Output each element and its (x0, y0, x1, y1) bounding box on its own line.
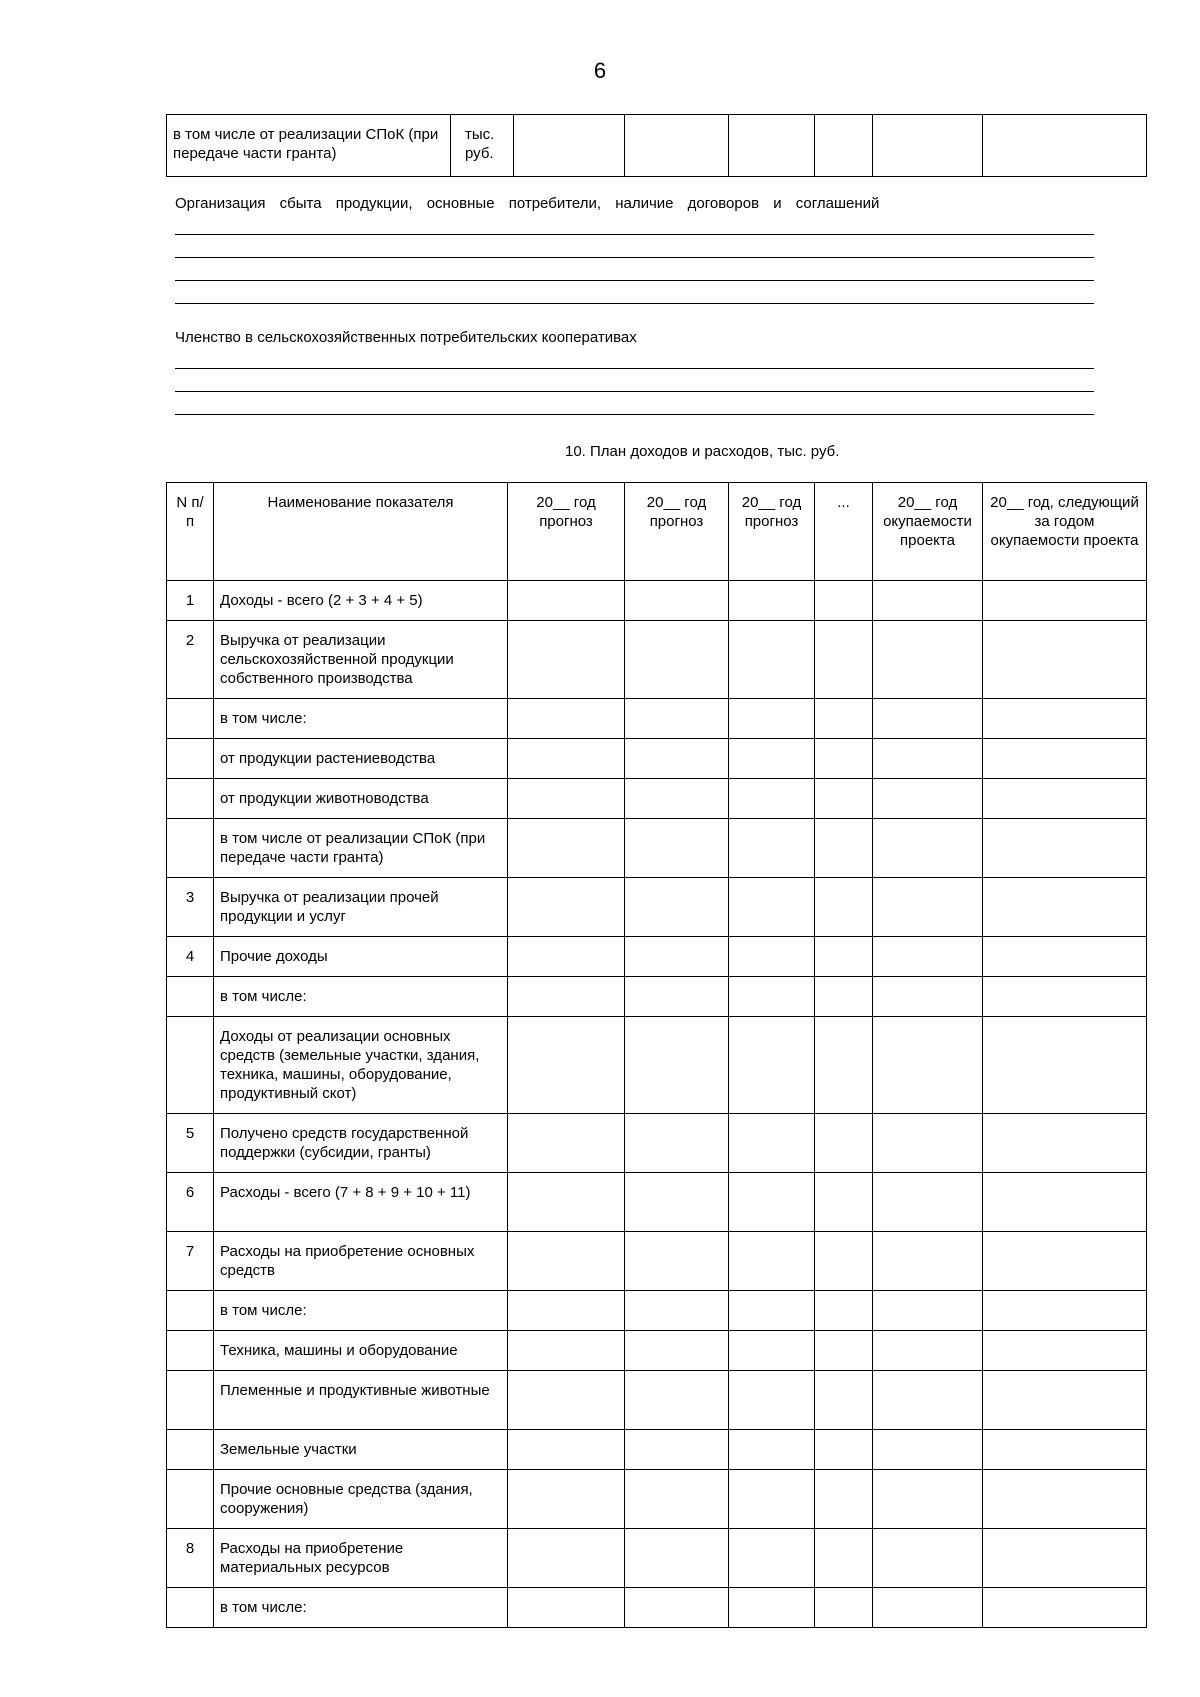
value-cell[interactable] (729, 1470, 815, 1529)
value-cell[interactable] (625, 1371, 729, 1430)
value-cell[interactable] (873, 1371, 983, 1430)
value-cell[interactable] (729, 1588, 815, 1628)
value-cell[interactable] (625, 1291, 729, 1331)
row-number-cell: 5 (167, 1114, 214, 1173)
value-cell[interactable] (873, 1470, 983, 1529)
value-cell[interactable] (729, 739, 815, 779)
table-row (167, 699, 1147, 739)
value-cell[interactable] (508, 621, 625, 699)
value-cell[interactable] (508, 1529, 625, 1588)
row-name-cell: Выручка от реализации сельскохозяйственной продукции собственного производства (214, 621, 508, 699)
row-name-cell: в том числе: (214, 1291, 508, 1331)
table-row (167, 1588, 1147, 1628)
value-cell[interactable] (625, 878, 729, 937)
row-name-cell: от продукции растениеводства (214, 739, 508, 779)
value-cell[interactable] (625, 1114, 729, 1173)
row-number-cell: 1 (167, 581, 214, 621)
value-cell[interactable] (625, 621, 729, 699)
table-row (167, 581, 1147, 621)
row-number-cell: 8 (167, 1529, 214, 1588)
page-number: 6 (593, 58, 607, 83)
value-cell[interactable] (815, 1114, 873, 1173)
value-cell[interactable] (873, 1430, 983, 1470)
value-cell[interactable] (625, 581, 729, 621)
row-number-cell (167, 977, 214, 1017)
row-name-cell: Выручка от реализации прочей продукции и услуг (214, 878, 508, 937)
row-name-cell: Доходы - всего (2 + 3 + 4 + 5) (214, 581, 508, 621)
value-cell[interactable] (625, 937, 729, 977)
value-cell[interactable] (983, 977, 1147, 1017)
value-cell[interactable] (508, 739, 625, 779)
value-cell[interactable] (815, 1588, 873, 1628)
value-cell[interactable] (729, 977, 815, 1017)
value-cell[interactable] (729, 779, 815, 819)
row-number-cell (167, 1470, 214, 1529)
top-continuation-table (166, 114, 1147, 177)
value-cell[interactable] (508, 1430, 625, 1470)
value-cell[interactable] (815, 739, 873, 779)
row-name-cell: Прочие доходы (214, 937, 508, 977)
value-cell[interactable] (508, 699, 625, 739)
table-row (167, 621, 1147, 699)
fill-in-line[interactable] (175, 414, 1094, 415)
value-cell[interactable] (625, 1529, 729, 1588)
value-cell[interactable] (815, 1017, 873, 1114)
value-cell[interactable] (983, 1291, 1147, 1331)
value-cell[interactable] (815, 1331, 873, 1371)
table-row (167, 1291, 1147, 1331)
fill-in-line[interactable] (175, 303, 1094, 304)
value-cell[interactable] (729, 1529, 815, 1588)
row-unit-cell: тыс. руб. (451, 115, 514, 177)
value-cell[interactable] (983, 878, 1147, 937)
row-name-cell: в том числе: (214, 977, 508, 1017)
value-cell[interactable] (983, 699, 1147, 739)
value-cell[interactable] (625, 1173, 729, 1232)
value-cell[interactable] (625, 779, 729, 819)
table-row (167, 1232, 1147, 1291)
value-cell[interactable] (815, 779, 873, 819)
table-row (167, 115, 1147, 177)
row-number-cell (167, 1331, 214, 1371)
value-cell[interactable] (983, 819, 1147, 878)
value-cell[interactable] (508, 819, 625, 878)
value-cell[interactable] (815, 1232, 873, 1291)
value-cell[interactable] (625, 1588, 729, 1628)
value-cell[interactable] (729, 819, 815, 878)
value-cell[interactable] (983, 739, 1147, 779)
row-name-cell: Расходы - всего (7 + 8 + 9 + 10 + 11) (214, 1173, 508, 1232)
cooperative-membership-label: Членство в сельскохозяйственных потребительских кооперативах (175, 329, 637, 346)
value-cell[interactable] (983, 1430, 1147, 1470)
sales-organization-label: Организация сбыта продукции, основные потребители, наличие договоров и соглашений (175, 195, 880, 212)
value-cell[interactable] (873, 1017, 983, 1114)
header-year-1: 20__ год прогноз (508, 483, 625, 581)
value-cell[interactable] (815, 115, 873, 177)
table-row (167, 1114, 1147, 1173)
value-cell[interactable] (729, 1331, 815, 1371)
value-cell[interactable] (729, 115, 815, 177)
value-cell[interactable] (873, 977, 983, 1017)
header-year-2: 20__ год прогноз (625, 483, 729, 581)
value-cell[interactable] (625, 739, 729, 779)
value-cell[interactable] (729, 937, 815, 977)
value-cell[interactable] (873, 1114, 983, 1173)
value-cell[interactable] (508, 1017, 625, 1114)
value-cell[interactable] (873, 1173, 983, 1232)
value-cell[interactable] (873, 1529, 983, 1588)
row-name-cell: Прочие основные средства (здания, сооружения) (214, 1470, 508, 1529)
value-cell[interactable] (729, 1430, 815, 1470)
table-row (167, 1173, 1147, 1232)
row-number-cell (167, 779, 214, 819)
value-cell[interactable] (873, 779, 983, 819)
value-cell[interactable] (983, 1331, 1147, 1371)
value-cell[interactable] (873, 1232, 983, 1291)
header-row (167, 483, 1147, 581)
value-cell[interactable] (508, 1291, 625, 1331)
fill-in-line[interactable] (175, 280, 1094, 281)
row-name-cell: в том числе: (214, 699, 508, 739)
row-number-cell: 7 (167, 1232, 214, 1291)
value-cell[interactable] (983, 1017, 1147, 1114)
value-cell[interactable] (625, 115, 729, 177)
table-row (167, 819, 1147, 878)
row-name-cell: Расходы на приобретение основных средств (214, 1232, 508, 1291)
fill-in-line[interactable] (175, 257, 1094, 258)
value-cell[interactable] (815, 699, 873, 739)
table-row (167, 1331, 1147, 1371)
value-cell[interactable] (625, 1470, 729, 1529)
value-cell[interactable] (729, 581, 815, 621)
value-cell[interactable] (729, 1291, 815, 1331)
header-year-3: 20__ год прогноз (729, 483, 815, 581)
value-cell[interactable] (508, 977, 625, 1017)
value-cell[interactable] (625, 1430, 729, 1470)
row-name-cell: Техника, машины и оборудование (214, 1331, 508, 1371)
fill-in-line[interactable] (175, 368, 1094, 369)
value-cell[interactable] (873, 819, 983, 878)
value-cell[interactable] (729, 1017, 815, 1114)
row-name-cell: Получено средств государственной поддержки (субсидии, гранты) (214, 1114, 508, 1173)
row-number-cell (167, 1588, 214, 1628)
table-row (167, 937, 1147, 977)
value-cell[interactable] (625, 1017, 729, 1114)
row-number-cell (167, 1430, 214, 1470)
value-cell[interactable] (983, 581, 1147, 621)
table-row (167, 878, 1147, 937)
row-number-cell (167, 739, 214, 779)
table-row (167, 1430, 1147, 1470)
value-cell[interactable] (873, 699, 983, 739)
value-cell[interactable] (508, 1232, 625, 1291)
value-cell[interactable] (983, 115, 1147, 177)
value-cell[interactable] (983, 1529, 1147, 1588)
header-num: N п/п (167, 483, 214, 581)
value-cell[interactable] (625, 1331, 729, 1371)
value-cell[interactable] (873, 878, 983, 937)
value-cell[interactable] (508, 1470, 625, 1529)
value-cell[interactable] (873, 581, 983, 621)
row-number-cell (167, 1371, 214, 1430)
value-cell[interactable] (873, 621, 983, 699)
value-cell[interactable] (508, 1331, 625, 1371)
row-name-cell: в том числе: (214, 1588, 508, 1628)
fill-in-line[interactable] (175, 234, 1094, 235)
value-cell[interactable] (729, 1173, 815, 1232)
value-cell[interactable] (815, 581, 873, 621)
value-cell[interactable] (729, 1371, 815, 1430)
value-cell[interactable] (983, 1173, 1147, 1232)
value-cell[interactable] (815, 977, 873, 1017)
value-cell[interactable] (983, 1232, 1147, 1291)
value-cell[interactable] (729, 699, 815, 739)
row-number-cell (167, 1291, 214, 1331)
value-cell[interactable] (815, 819, 873, 878)
value-cell[interactable] (983, 1588, 1147, 1628)
row-number-cell: 6 (167, 1173, 214, 1232)
value-cell[interactable] (815, 1470, 873, 1529)
value-cell[interactable] (625, 1232, 729, 1291)
section-title: 10. План доходов и расходов, тыс. руб. (565, 443, 840, 460)
value-cell[interactable] (625, 819, 729, 878)
header-name: Наименование показателя (214, 483, 508, 581)
table-row (167, 977, 1147, 1017)
value-cell[interactable] (729, 621, 815, 699)
table-row (167, 1529, 1147, 1588)
value-cell[interactable] (815, 878, 873, 937)
table-row (167, 1371, 1147, 1430)
header-after-payback-year: 20__ год, следующий за годом окупаемости проекта (983, 483, 1147, 581)
row-name-cell: в том числе от реализации СПоК (при передаче части гранта) (214, 819, 508, 878)
value-cell[interactable] (983, 779, 1147, 819)
value-cell[interactable] (508, 1371, 625, 1430)
table-row (167, 1470, 1147, 1529)
value-cell[interactable] (815, 1529, 873, 1588)
value-cell[interactable] (508, 937, 625, 977)
row-number-cell (167, 699, 214, 739)
row-name-cell: Племенные и продуктивные животные (214, 1371, 508, 1430)
row-number-cell (167, 1017, 214, 1114)
header-payback-year: 20__ год окупаемости проекта (873, 483, 983, 581)
value-cell[interactable] (983, 1114, 1147, 1173)
value-cell[interactable] (508, 1588, 625, 1628)
value-cell[interactable] (508, 878, 625, 937)
row-name-cell: Доходы от реализации основных средств (земельные участки, здания, техника, машины, оборудование, продуктивный скот) (214, 1017, 508, 1114)
value-cell[interactable] (873, 1588, 983, 1628)
value-cell[interactable] (508, 1173, 625, 1232)
value-cell[interactable] (729, 878, 815, 937)
value-cell[interactable] (815, 1371, 873, 1430)
value-cell[interactable] (508, 581, 625, 621)
value-cell[interactable] (815, 1173, 873, 1232)
row-name-cell: Расходы на приобретение материальных ресурсов (214, 1529, 508, 1588)
row-name-cell: Земельные участки (214, 1430, 508, 1470)
value-cell[interactable] (873, 739, 983, 779)
row-name-cell: в том числе от реализации СПоК (при передаче части гранта) (167, 115, 451, 177)
value-cell[interactable] (625, 699, 729, 739)
value-cell[interactable] (729, 1114, 815, 1173)
value-cell[interactable] (508, 1114, 625, 1173)
value-cell[interactable] (873, 937, 983, 977)
row-number-cell: 4 (167, 937, 214, 977)
value-cell[interactable] (815, 621, 873, 699)
row-name-cell: от продукции животноводства (214, 779, 508, 819)
row-number-cell (167, 819, 214, 878)
header-ellipsis: ... (815, 483, 873, 581)
value-cell[interactable] (815, 1430, 873, 1470)
income-expense-plan-table (166, 482, 1147, 1628)
value-cell[interactable] (514, 115, 625, 177)
value-cell[interactable] (625, 977, 729, 1017)
value-cell[interactable] (729, 1232, 815, 1291)
row-number-cell: 3 (167, 878, 214, 937)
value-cell[interactable] (508, 779, 625, 819)
row-number-cell: 2 (167, 621, 214, 699)
value-cell[interactable] (873, 1291, 983, 1331)
value-cell[interactable] (873, 1331, 983, 1371)
table-row (167, 1017, 1147, 1114)
value-cell[interactable] (873, 115, 983, 177)
table-row (167, 779, 1147, 819)
value-cell[interactable] (983, 621, 1147, 699)
value-cell[interactable] (815, 937, 873, 977)
value-cell[interactable] (983, 937, 1147, 977)
table-row (167, 739, 1147, 779)
value-cell[interactable] (983, 1371, 1147, 1430)
fill-in-line[interactable] (175, 391, 1094, 392)
value-cell[interactable] (815, 1291, 873, 1331)
value-cell[interactable] (983, 1470, 1147, 1529)
